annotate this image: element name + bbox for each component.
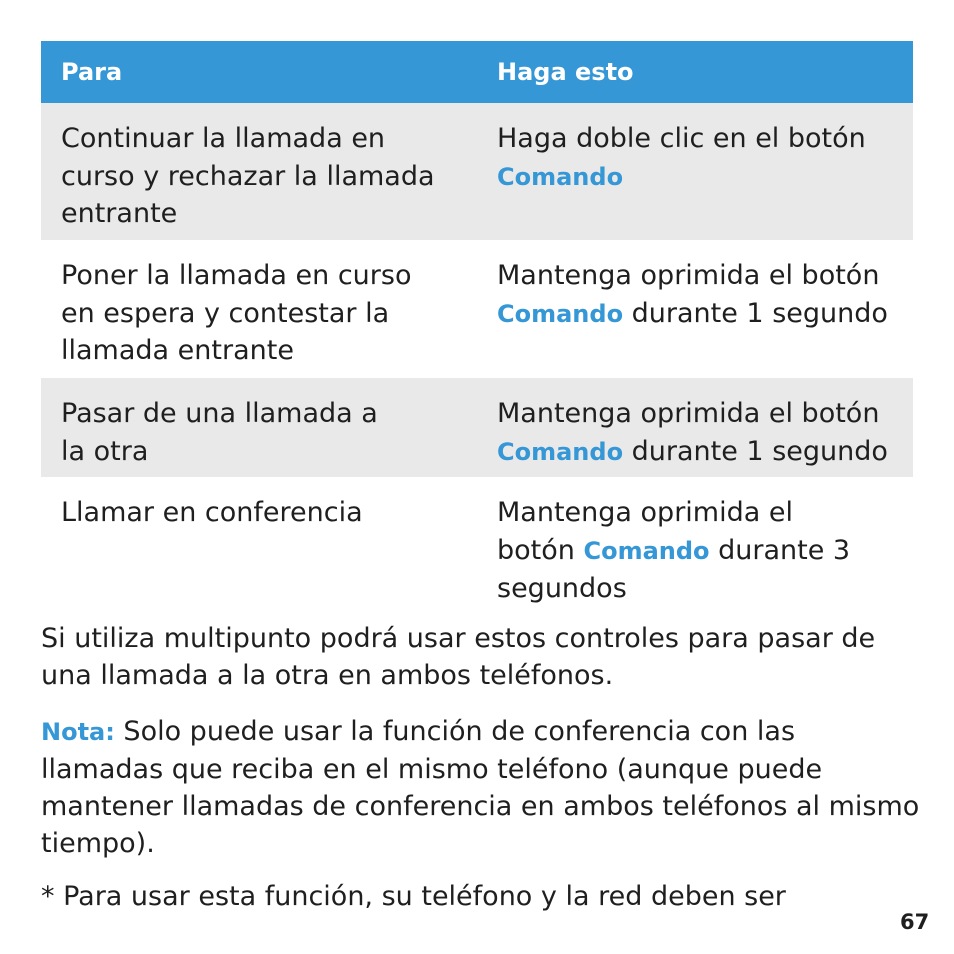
row-action: Pasar de una llamada a la otra [61, 398, 378, 467]
comando-label: Comando [497, 162, 624, 191]
comando-label: Comando [497, 299, 624, 328]
header-haga-esto: Haga esto [497, 58, 634, 86]
row-action: Llamar en conferencia [61, 497, 363, 528]
table-row [41, 378, 913, 477]
table-header [41, 41, 913, 103]
instruction-text: durante 1 segundo [623, 297, 888, 329]
instruction-text: Mantenga oprimida el botón [497, 497, 793, 566]
table-row [41, 240, 913, 378]
comando-label: Comando [583, 536, 710, 565]
note-text: Solo puede usar la función de conferencia con las llamadas que reciba en el mismo teléfono (aunque puede mantener llamadas de conferencia en ambos teléfonos al mismo tiempo). [41, 716, 920, 859]
multipoint-paragraph: Si utiliza multipunto podrá usar estos controles para pasar de una llamada a la otra en ambos teléfonos. [41, 623, 876, 691]
instruction-text: Haga doble clic en el botón [497, 123, 866, 154]
table-row [41, 477, 913, 613]
footnote: * Para usar esta función, su teléfono y la red deben ser [41, 881, 786, 912]
instruction-text: durante 1 segundo [623, 435, 888, 467]
controls-table [41, 41, 913, 613]
row-instruction [477, 103, 913, 240]
table-row [41, 103, 913, 240]
row-instruction [477, 378, 913, 477]
instruction-text: Mantenga oprimida el botón [497, 398, 880, 429]
note-label: Nota: [41, 718, 115, 746]
note-paragraph [41, 713, 921, 862]
row-instruction [477, 477, 913, 613]
comando-label: Comando [497, 437, 624, 466]
page-number: 67 [900, 910, 930, 934]
instruction-text: durante 3 segundos [497, 534, 851, 604]
header-para: Para [61, 58, 123, 86]
instruction-text: Mantenga oprimida el botón [497, 260, 880, 291]
row-instruction [477, 240, 913, 378]
row-action: Continuar la llamada en curso y rechazar la llamada entrante [61, 123, 435, 229]
row-action: Poner la llamada en curso en espera y contestar la llamada entrante [61, 260, 412, 366]
